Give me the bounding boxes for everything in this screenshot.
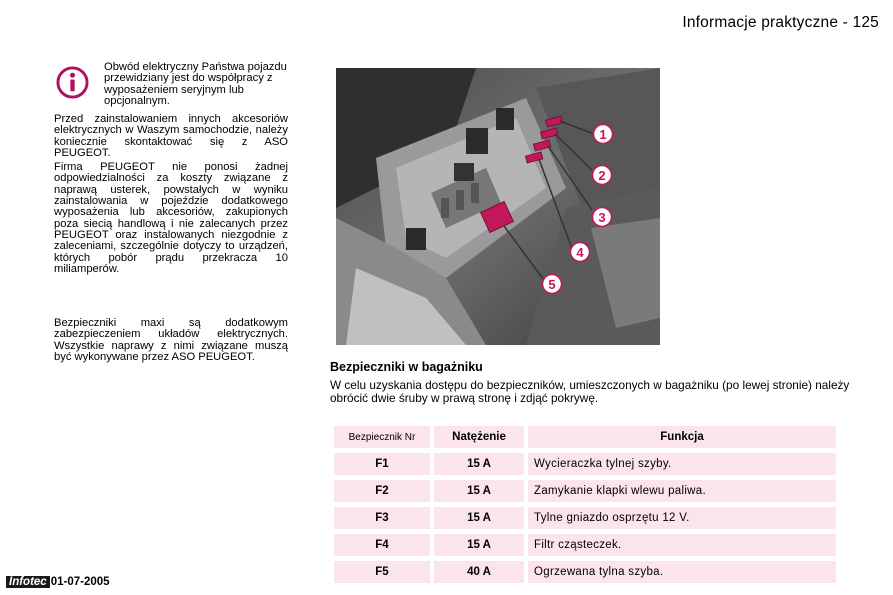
callout-5-label: 5: [548, 277, 556, 292]
fuse-function: Wycieraczka tylnej szyby.: [528, 453, 836, 475]
table-header-row: [334, 426, 836, 448]
fuse-table: [330, 421, 840, 588]
fuse-amperage: 15 A: [434, 507, 524, 529]
table-row: [334, 480, 836, 502]
table-row: [334, 534, 836, 556]
section-description: W celu uzyskania dostępu do bezpieczników, umieszczonych w bagażniku (po lewej stronie) należy obrócić dwie śruby w prawą stronę i zdjąć pokrywę.: [330, 378, 850, 405]
callout-2-label: 2: [598, 168, 606, 183]
table-row: [334, 561, 836, 583]
fuse-function: Filtr cząsteczek.: [528, 534, 836, 556]
fuse-amperage: 40 A: [434, 561, 524, 583]
column-header-amperage: Natężenie: [434, 426, 524, 448]
column-header-function: Funkcja: [528, 426, 836, 448]
paragraph-accessories: Przed zainstalowaniem innych akcesoriów elektrycznych w Waszym samochodzie, należy koniecznie skontaktować się z ASO PEUGEOT.: [54, 113, 288, 159]
fuse-amperage: 15 A: [434, 480, 524, 502]
callout-1-label: 1: [599, 127, 607, 142]
column-header-fuse-nr: Bezpiecznik Nr: [334, 426, 430, 448]
fuse-nr: F5: [334, 561, 430, 583]
footer-date: 01-07-2005: [50, 576, 110, 588]
paragraph-maxi-fuses: Bezpieczniki maxi są dodatkowym zabezpieczeniem układów elektrycznych. Wszystkie naprawy z nimi związane muszą być wykonywane przez ASO PEUGEOT.: [54, 317, 288, 363]
section-title: Bezpieczniki w bagażniku: [330, 360, 483, 374]
info-icon: [56, 66, 89, 99]
table-row: [334, 453, 836, 475]
fuse-function: Tylne gniazdo osprzętu 12 V.: [528, 507, 836, 529]
fuse-nr: F3: [334, 507, 430, 529]
fuse-function: Ogrzewana tylna szyba.: [528, 561, 836, 583]
footer: [6, 576, 110, 588]
callout-4-label: 4: [576, 245, 584, 260]
fuse-amperage: 15 A: [434, 453, 524, 475]
fuse-nr: F2: [334, 480, 430, 502]
body-text: [54, 114, 288, 278]
callout-3-label: 3: [598, 210, 606, 225]
table-row: [334, 507, 836, 529]
notice-text: Obwód elektryczny Państwa pojazdu przewidziany jest do współpracy z wyposażeniem seryjnym lub opcjonalnym.: [104, 61, 287, 107]
page-header: Informacje praktyczne - 125: [682, 14, 879, 31]
fuse-nr: F4: [334, 534, 430, 556]
paragraph-liability: Firma PEUGEOT nie ponosi żadnej odpowiedzialności za koszty związane z naprawą usterek, powstałych w wyniku zainstalowania w pojeździe dodatkowego wyposażenia lub akcesoriów, zakupionych poza siecią handlową i nie zalecanych przez PEUGEOT oraz instalowanych niezgodnie z zaleceniami, szczególnie dotyczy to urządzeń, których pobór prądu przekracza 10 miliamperów.: [54, 161, 288, 275]
fuse-amperage: 15 A: [434, 534, 524, 556]
infotec-logo: Infotec: [6, 576, 50, 588]
fuse-nr: F1: [334, 453, 430, 475]
fusebox-photo: [336, 68, 660, 345]
fuse-function: Zamykanie klapki wlewu paliwa.: [528, 480, 836, 502]
